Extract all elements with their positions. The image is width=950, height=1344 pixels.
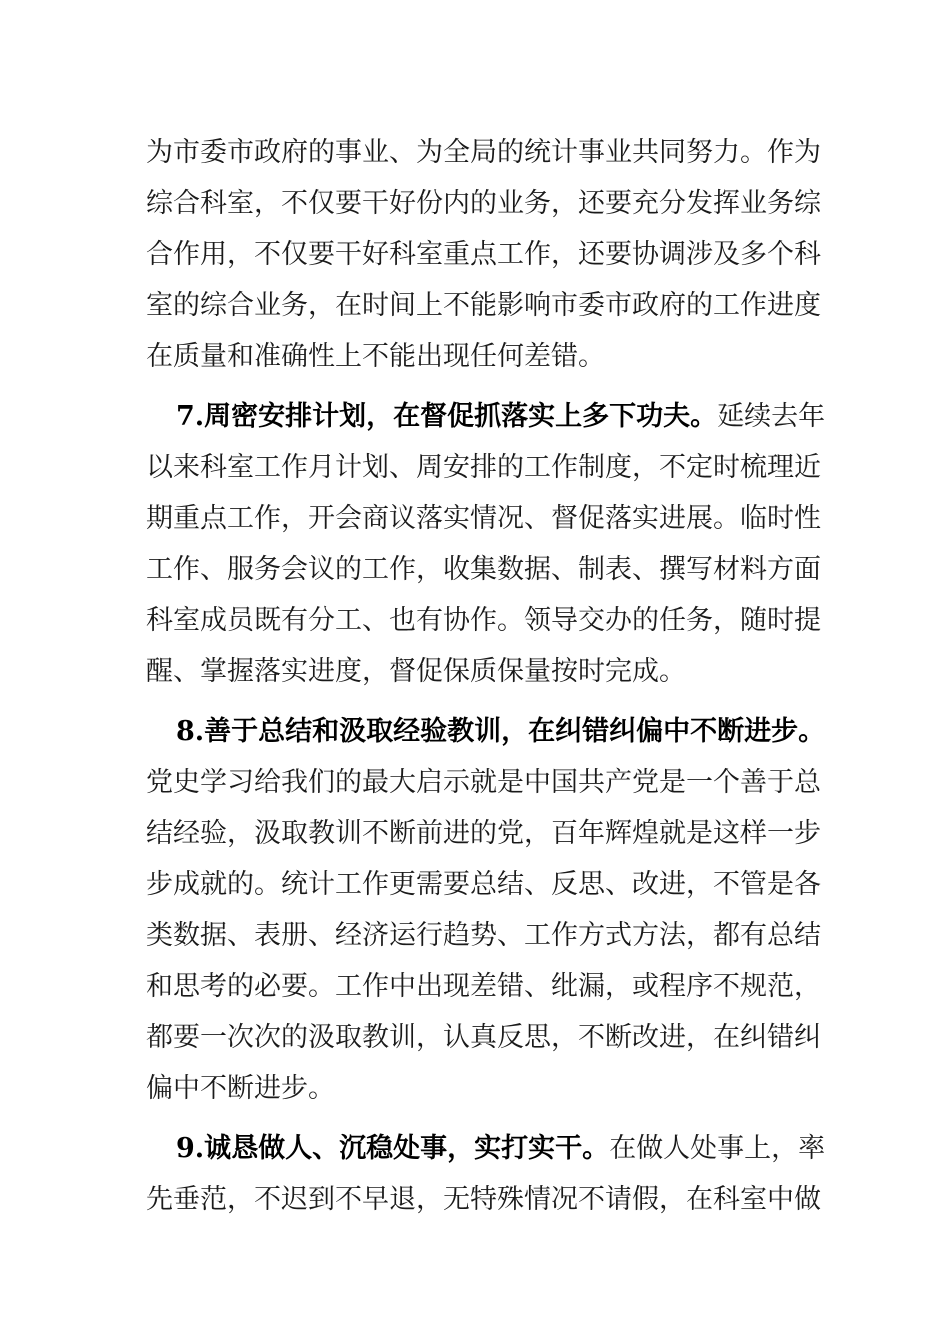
item-heading-rest: 延续去年 [717,401,826,432]
paragraph-first-line [146,706,826,757]
text-line: 综合科室，不仅要干好份内的业务，还要充分发挥业务综 [146,188,821,219]
text-line: 为市委市政府的事业、为全局的统计事业共同努力。作为 [146,137,821,168]
paragraph-continuation [146,127,821,382]
text-line: 类数据、表册、经济运行趋势、工作方式方法，都有总结 [146,920,821,951]
text-line: 都要一次次的汲取教训，认真反思，不断改进，在纠错纠 [146,1022,821,1053]
text-line: 以来科室工作月计划、周安排的工作制度，不定时梳理近 [146,452,821,483]
item-heading: 8.善于总结和汲取经验教训，在纠错纠偏中不断进步。 [176,716,826,747]
text-line: 室的综合业务，在时间上不能影响市委市政府的工作进度 [146,290,821,321]
paragraph-first-line [146,391,826,442]
text-line: 偏中不断进步。 [146,1073,335,1104]
paragraph-first-line [146,1123,826,1174]
paragraph-item-8 [146,706,826,1114]
item-heading-rest: 在做人处事上，率 [609,1133,826,1164]
text-line: 醒、掌握落实进度，督促保质保量按时完成。 [146,656,686,687]
text-line: 期重点工作，开会商议落实情况、督促落实进展。临时性 [146,503,821,534]
text-line: 党史学习给我们的最大启示就是中国共产党是一个善于总 [146,767,821,798]
text-line: 在质量和准确性上不能出现任何差错。 [146,341,605,372]
paragraph-item-9 [146,1123,826,1225]
item-heading: 7.周密安排计划，在督促抓落实上多下功夫。 [176,401,718,432]
text-line: 工作、服务会议的工作，收集数据、制表、撰写材料方面 [146,554,821,585]
item-heading: 9.诚恳做人、沉稳处事，实打实干。 [176,1133,610,1164]
text-line: 先垂范，不迟到不早退，无特殊情况不请假，在科室中做 [146,1184,821,1215]
paragraph-item-7 [146,391,826,697]
document-page [146,127,826,1234]
text-line: 和思考的必要。工作中出现差错、纰漏，或程序不规范， [146,971,821,1002]
text-line: 步成就的。统计工作更需要总结、反思、改进，不管是各 [146,869,821,900]
text-line: 结经验，汲取教训不断前进的党，百年辉煌就是这样一步 [146,818,821,849]
text-line: 合作用，不仅要干好科室重点工作，还要协调涉及多个科 [146,239,821,270]
text-line: 科室成员既有分工、也有协作。领导交办的任务，随时提 [146,605,821,636]
